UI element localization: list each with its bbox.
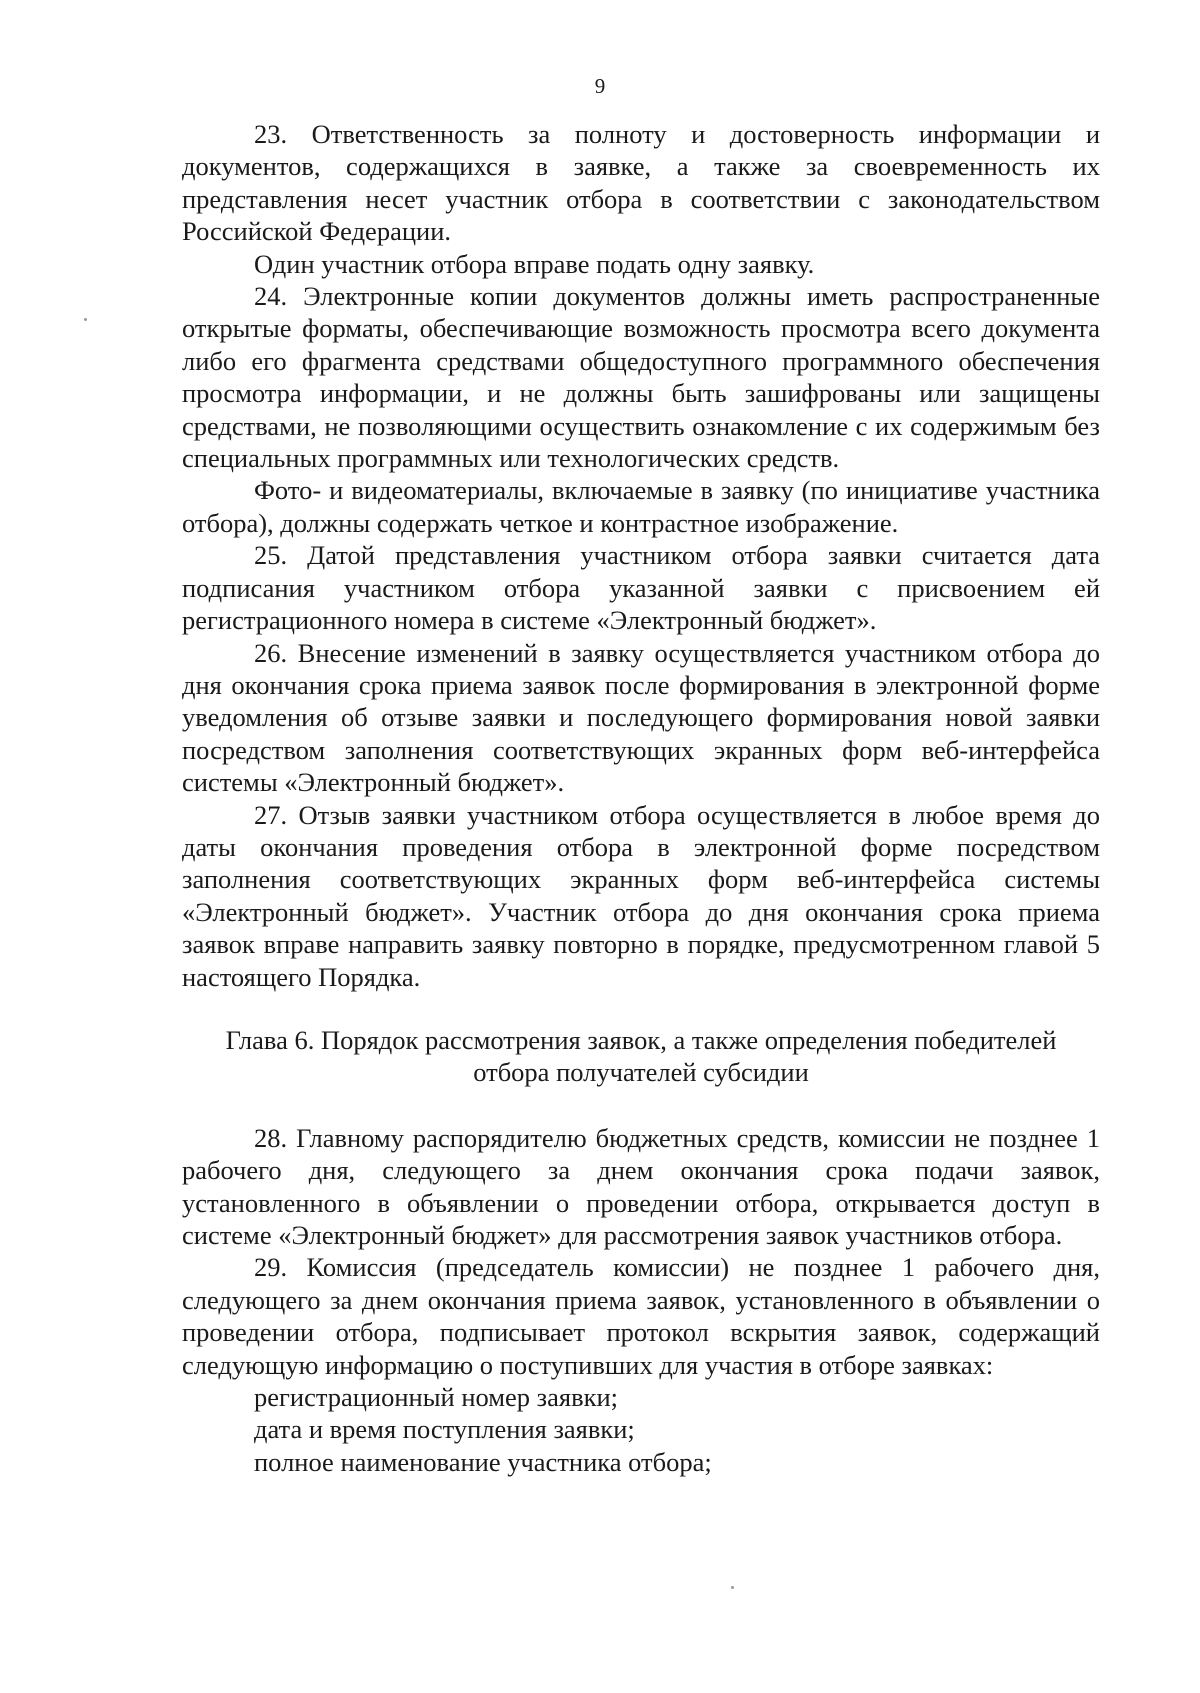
list-item: регистрационный номер заявки; [254, 1382, 619, 1413]
paragraph-24: 24. Электронные копии документов должны иметь распространенные открытые форматы, обеспечивающие возможность просмотра всего документа либо его фрагмента средствами общедоступного программного обеспечения просмотра информации, и не должны быть зашифрованы или защищены средствами, не позволяющими осуществить ознакомление с их содержимым без специальных программных или технологических средств. [182, 281, 1100, 474]
paragraph-26: 26. Внесение изменений в заявку осуществляется участником отбора до дня окончания срока приема заявок после формирования в электронной форме уведомления об отзыве заявки и последующего формирования новой заявки посредством заполнения соответствующих экранных форм веб-интерфейса системы «Электронный бюджет». [182, 637, 1100, 798]
list-item: полное наименование участника отбора; [254, 1446, 712, 1477]
paragraph-photo-video: Фото- и видеоматериалы, включаемые в заявку (по инициативе участника отбора), должны содержать четкое и контрастное изображение. [182, 475, 1100, 538]
scan-speck [731, 1586, 734, 1589]
paragraph-one-application: Один участник отбора вправе подать одну заявку. [254, 248, 815, 279]
list-item: дата и время поступления заявки; [254, 1414, 635, 1445]
paragraph-28: 28. Главному распорядителю бюджетных средств, комиссии не позднее 1 рабочего дня, следующего за днем окончания срока подачи заявок, установленного в объявлении о проведении отбора, открывается доступ в системе «Электронный бюджет» для рассмотрения заявок участников отбора. [182, 1122, 1100, 1250]
paragraph-29: 29. Комиссия (председатель комиссии) не позднее 1 рабочего дня, следующего за днем окончания приема заявок, установленного в объявлении о проведении отбора, подписывает протокол вскрытия заявок, содержащий следующую информацию о поступивших для участия в отборе заявках: [182, 1252, 1100, 1380]
scan-speck [84, 318, 87, 321]
document-body [182, 118, 1100, 1478]
paragraph-23: 23. Ответственность за полноту и достоверность информации и документов, содержащихся в заявке, а также за своевременность их представления несет участник отбора в соответствии с законодательством Российской Федерации. [182, 119, 1100, 247]
paragraph-25: 25. Датой представления участником отбора заявки считается дата подписания участником отбора указанной заявки с присвоением ей регистрационного номера в системе «Электронный бюджет». [182, 540, 1100, 636]
paragraph-27: 27. Отзыв заявки участником отбора осуществляется в любое время до даты окончания проведения отбора в электронной форме посредством заполнения соответствующих экранных форм веб-интерфейса системы «Электронный бюджет». Участник отбора до дня окончания срока приема заявок вправе направить заявку повторно в порядке, предусмотренном главой 5 настоящего Порядка. [182, 799, 1100, 992]
chapter-title: Глава 6. Порядок рассмотрения заявок, а также определения победителей отбора получателей субсидии [225, 1024, 1057, 1088]
page-number: 9 [594, 74, 606, 98]
